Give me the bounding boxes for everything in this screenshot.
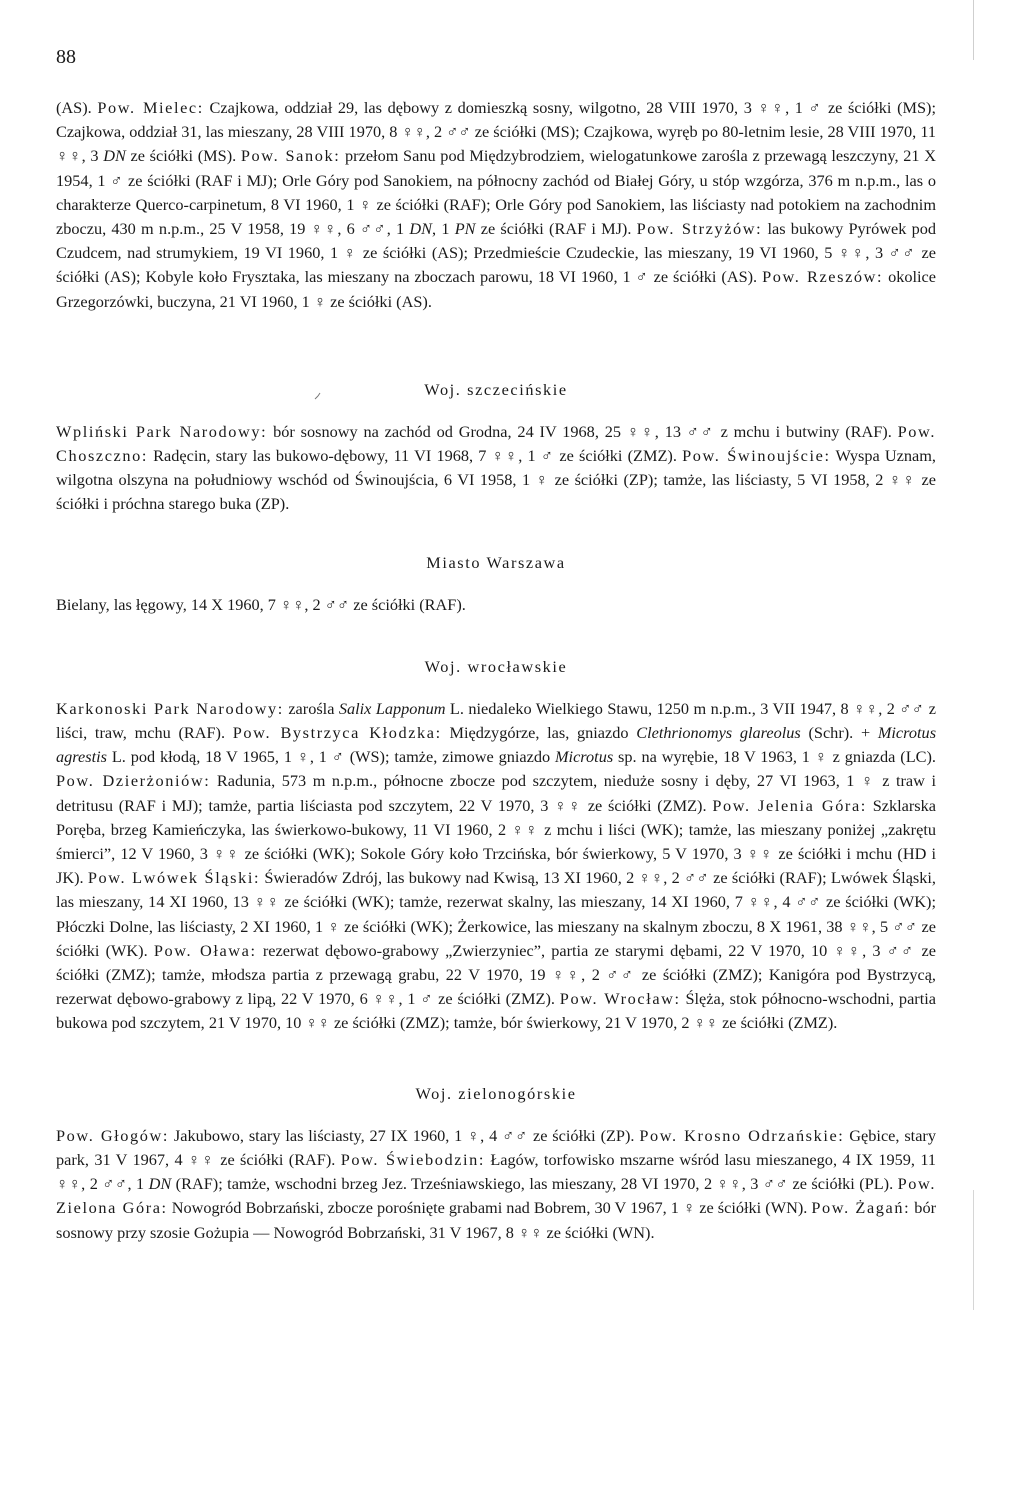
italic-term: PN xyxy=(454,219,476,239)
text-run: Ślęża, stok północno-wschodni, partia bukowa pod szczytem, 21 V 1970, 10 ♀♀ ze ściółki (ZMZ); tamże, bór świerkowy, 21 V 1970, 2 ♀♀ ze ściółki (ZMZ). xyxy=(56,989,936,1033)
locality-label: Pow. Wrocław: xyxy=(559,989,681,1009)
text-run: L. pod kłodą, 18 V 1965, 1 ♀, 1 ♂ (WS); tamże, zimowe gniazdo xyxy=(106,747,555,767)
section-heading: Miasto Warszawa xyxy=(426,552,566,572)
text-run: sp. na wyrębie, 18 V 1963, 1 ♀ z gniazda (LC). xyxy=(613,747,936,767)
text-run: Radunia, 573 m n.p.m., północne zbocze pod szczytem, nieduże sosny i dęby, 27 VI 1963, 1 ♀ z traw i detritusu (RAF i MJ); tamże, partia liściasta pod szczytem, 22 V 1970, 3 ♀♀ ze ściółki (ZMZ). xyxy=(56,771,936,815)
scan-edge-line xyxy=(973,0,974,60)
section-paragraph xyxy=(56,1124,936,1245)
text-run: , 1 xyxy=(432,219,455,239)
locality-label: Pow. Bystrzyca Kłodzka: xyxy=(232,723,442,743)
locality-label: Pow. Dzierżoniów: xyxy=(56,771,211,791)
italic-term: Salix Lapponum xyxy=(338,698,446,718)
section-heading: Woj. szczecińskie xyxy=(424,379,568,399)
italic-term: Microtus xyxy=(554,747,614,767)
section-paragraph xyxy=(56,96,936,314)
text-run: L. niedaleko Wielkiego Stawu, 1250 m n.p.m., 3 VII 1947, 8 ♀♀, 2 ♂♂ z liści, traw, mchu (RAF). xyxy=(56,698,937,743)
text-run: ze ściółki (RAF i MJ). xyxy=(475,219,637,239)
text-run: przełom Sanu pod Międzybrodziem, wielogatunkowe zarośla z przewagą leszczyny, 21 X 1954, 1 ♂ ze ściółki (RAF i MJ); Orle Góry pod Sanokiem, na północny zachód od Białej Góry, u stóp wzgórza, 376 m n.p.m., las o charakterze Querco-carpinetum, 8 VI 1960, 1 ♀ ze ściółki (RAF); Orle Góry pod Sanokiem, las liściasty nad potokiem na zachodnim zboczu, 430 m n.p.m., 25 V 1958, 19 ♀♀, 6 ♂♂, 1 xyxy=(56,146,936,239)
section-paragraph xyxy=(56,593,936,617)
italic-term: Microtus agrestis xyxy=(56,723,937,767)
text-run: Gębice, stary park, 31 V 1967, 4 ♀♀ ze ściółki (RAF). xyxy=(56,1125,936,1169)
locality-label: Pow. Choszczno: xyxy=(56,421,936,466)
text-run: Nowogród Bobrzański, zbocze porośnięte grabami nad Bobrem, 30 V 1967, 1 ♀ ze ściółki (WN). xyxy=(167,1198,812,1218)
locality-label: Pow. Żagań: xyxy=(811,1198,911,1218)
locality-label: Pow. Krosno Odrzańskie: xyxy=(639,1125,845,1145)
text-run: Jakubowo, stary las liściasty, 27 IX 1960, 1 ♀, 4 ♂♂ ze ściółki (ZP). xyxy=(169,1125,640,1145)
section-heading: Woj. wrocławskie xyxy=(424,656,568,676)
text-run: Wyspa Uznam, wilgotna olszyna na południowy wschód od Świnoujścia, 6 VI 1958, 1 ♀ ze ściółki (ZP); tamże, las liściasty, 5 VI 1958, 2 ♀♀ ze ściółki i próchna starego buka (ZP). xyxy=(56,446,936,514)
text-run: (AS). xyxy=(56,98,98,117)
text-run: Łagów, torfowisko mszarne wśród lasu mieszanego, 4 IX 1959, 11 ♀♀, 2 ♂♂, 1 xyxy=(56,1149,936,1194)
locality-label: Pow. Oława: xyxy=(153,940,257,960)
locality-label: Pow. Świnoujście: xyxy=(682,446,831,466)
locality-label: Pow. Zielona Góra: xyxy=(56,1174,937,1218)
italic-term: DN xyxy=(409,219,433,239)
locality-label: Pow. Rzeszów: xyxy=(762,267,884,287)
text-run: Radęcin, stary las bukowo-dębowy, 11 VI 1968, 7 ♀♀, 1 ♂ ze ściółki (ZMZ). xyxy=(147,446,683,466)
italic-term: DN xyxy=(148,1174,172,1194)
locality-label: Wpliński Park Narodowy: xyxy=(56,421,268,441)
locality-label: Pow. Jelenia Góra: xyxy=(712,795,867,815)
section-paragraph xyxy=(56,697,936,1036)
locality-label: Pow. Strzyżów: xyxy=(636,219,763,239)
italic-term: DN xyxy=(103,146,126,166)
locality-label: Pow. Mielec: xyxy=(97,98,204,117)
text-run: zarośla xyxy=(283,698,339,718)
text-run: rezerwat dębowo-grabowy „Zwierzyniec”, partia ze starymi dębami, 22 V 1970, 10 ♀♀, 3 ♂♂ ze ściółki (ZMZ); tamże, młodsza partia z przewagą grabu, 22 V 1970, 19 ♀♀, 2 ♂♂ ze ściółki (ZMZ); Kanigóra pod Bystrzycą, rezerwat dębowo-grabowy z lipą, 22 V 1970, 6 ♀♀, 1 ♂ ze ściółki (ZMZ). xyxy=(56,940,937,1009)
locality-label: Pow. Sanok: xyxy=(240,146,341,166)
locality-label: Karkonoski Park Narodowy: xyxy=(56,698,284,718)
text-run: Bielany, las łęgowy, 14 X 1960, 7 ♀♀, 2 ♂♂ ze ściółki (RAF). xyxy=(56,594,466,614)
page-number: 88 xyxy=(56,46,76,68)
text-run: ze ściółki (MS). xyxy=(125,146,241,166)
locality-label: Pow. Lwówek Śląski: xyxy=(87,868,261,888)
locality-label: Pow. Świebodzin: xyxy=(340,1149,486,1169)
document-body xyxy=(56,96,936,1245)
section-paragraph xyxy=(56,420,936,517)
text-run: bór sosnowy na zachód od Grodna, 24 IV 1968, 25 ♀♀, 13 ♂♂ z mchu i butwiny (RAF). xyxy=(267,421,898,441)
text-run: Czajkowa, oddział 29, las dębowy z domieszką sosny, wilgotno, 28 VIII 1970, 3 ♀♀, 1 ♂ ze ściółki (MS); Czajkowa, oddział 31, las mieszany, 28 VIII 1970, 8 ♀♀, 2 ♂♂ ze ściółki (MS); Czajkowa, wyręb po 80-letnim lesie, 28 VIII 1970, 11 ♀♀, 3 xyxy=(56,98,936,166)
text-run: Szklarska Poręba, brzeg Kamieńczyka, las świerkowo-bukowy, 11 VI 1960, 2 ♀♀ z mchu i liści (WK); tamże, las mieszany poniżej „zakrętu śmierci”, 12 V 1960, 3 ♀♀ ze ściółki (WK); Sokole Góry koło Trzcińska, bór świerkowy, 5 V 1970, 3 ♀♀ ze ściółki i mchu (HD i JK). xyxy=(56,795,936,888)
text-run: (RAF); tamże, wschodni brzeg Jez. Trześniawskiego, las mieszany, 28 VI 1970, 2 ♀♀, 3 ♂♂ ze ściółki (PL). xyxy=(171,1174,898,1194)
text-run: Międzygórze, las, gniazdo xyxy=(441,723,637,743)
locality-label: Pow. Głogów: xyxy=(56,1125,170,1145)
scan-edge-line xyxy=(973,1190,974,1310)
text-run: las bukowy Pyrówek pod Czudcem, nad strumykiem, 19 VI 1960, 1 ♀ ze ściółki (AS); Przedmieście Czudeckie, las mieszany, 19 VI 1960, 5 ♀♀, 3 ♂♂ ze ściółki (AS); Kobyle koło Frysztaka, las mieszany na zboczach parowu, 18 VI 1960, 1 ♂ ze ściółki (AS). xyxy=(56,219,937,287)
text-run: bór sosnowy przy szosie Gożupia — Nowogród Bobrzański, 31 V 1967, 8 ♀♀ ze ściółki (WN). xyxy=(56,1198,937,1242)
text-run: Świeradów Zdrój, las bukowy nad Kwisą, 13 XI 1960, 2 ♀♀, 2 ♂♂ ze ściółki (RAF); Lwówek Śląski, las mieszany, 14 XI 1960, 13 ♀♀ ze ściółki (WK); tamże, rezerwat skalny, las mieszany, 14 XI 1960, 7 ♀♀, 4 ♂♂ ze ściółki (WK); Płóczki Dolne, las liściasty, 2 XI 1960, 1 ♀ ze ściółki (WK); Żerkowice, las mieszany na skalnym zboczu, 8 X 1961, 38 ♀♀, 5 ♂♂ ze ściółki (WK). xyxy=(56,868,936,960)
text-run: (Schr). + xyxy=(800,723,878,743)
text-run: okolice Grzegorzówki, buczyna, 21 VI 1960, 1 ♀ ze ściółki (AS). xyxy=(56,267,937,311)
section-heading: Woj. zielonogórskie xyxy=(415,1083,577,1103)
italic-term: Clethrionomys glareolus xyxy=(636,723,801,743)
